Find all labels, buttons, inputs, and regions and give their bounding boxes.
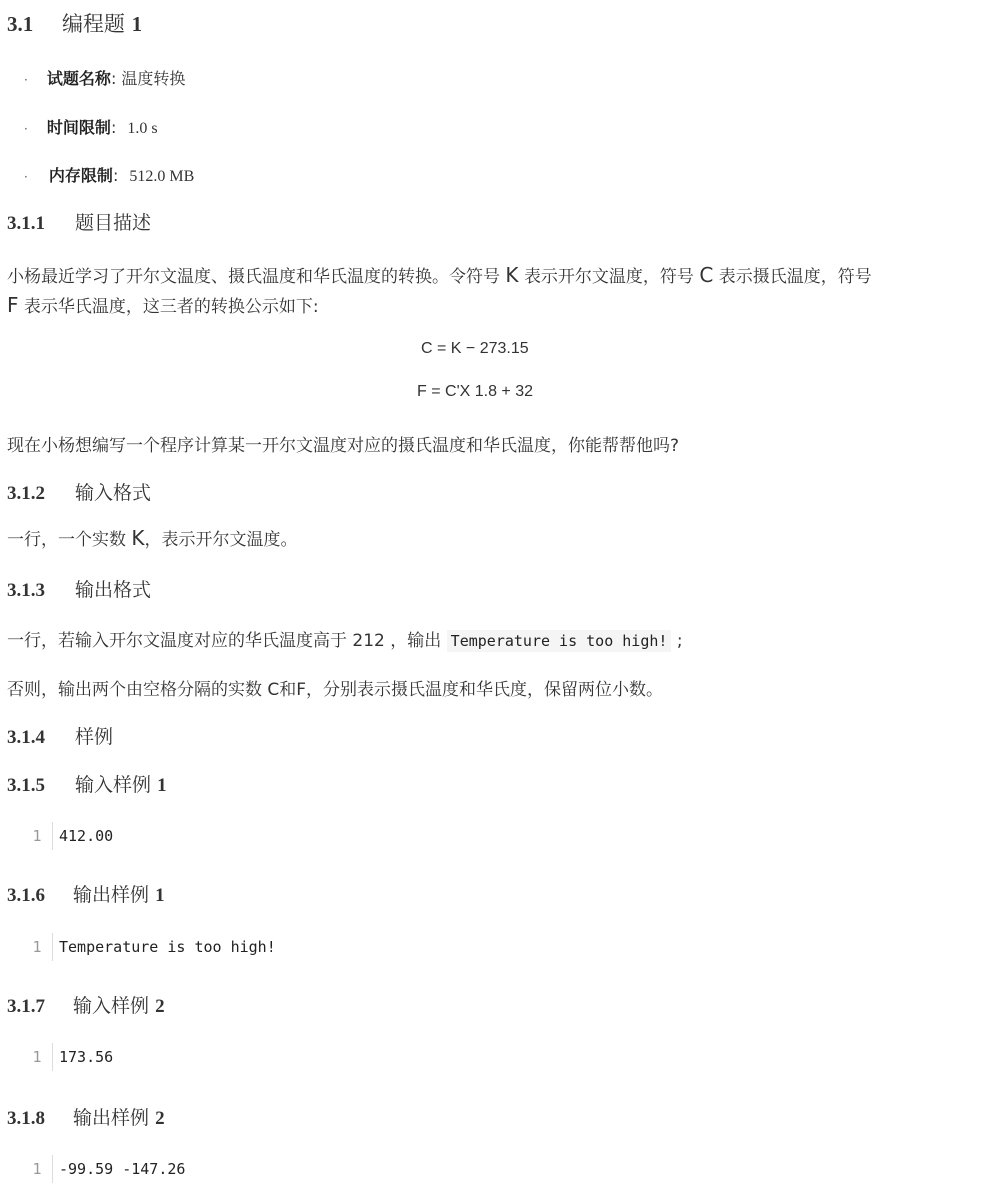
subsection-title: 输入样例 xyxy=(73,995,150,1017)
subsection-heading-description xyxy=(7,208,151,235)
formula-celsius: C = K − 273.15 xyxy=(421,340,529,357)
text: ，表示开尔文温度。 xyxy=(144,530,298,550)
math-symbol: C xyxy=(699,263,714,287)
subsection-heading-sample-input-1 xyxy=(7,770,167,797)
meta-label: 内存限制 xyxy=(48,166,113,185)
section-number: 3.1 xyxy=(7,12,34,36)
section-title: 编程题 xyxy=(61,12,125,36)
section-heading xyxy=(7,8,142,38)
subsection-number: 3.1.7 xyxy=(7,996,45,1017)
math-symbol: K xyxy=(505,263,519,287)
meta-item-memory xyxy=(24,163,194,186)
meta-label: 试题名称 xyxy=(46,69,111,88)
text: 小杨最近学习了开尔文温度、摄氏温度和华氏温度的转换。令符号 xyxy=(7,267,500,287)
bullet-icon: · xyxy=(24,170,28,184)
subsection-title-number: 1 xyxy=(155,885,165,906)
subsection-title: 输出样例 xyxy=(73,884,150,906)
description-line-3: 现在小杨想编写一个程序计算某一开尔文温度对应的摄氏温度和华氏温度，你能帮帮他吗? xyxy=(7,436,680,456)
meta-value: 1.0 s xyxy=(127,120,158,137)
code-line: 412.00 xyxy=(59,827,114,845)
section-title-number: 1 xyxy=(131,12,143,36)
math-symbol: F xyxy=(7,293,19,317)
text: 表示开尔文温度，符号 xyxy=(523,267,694,287)
text: 一行，一个实数 xyxy=(7,530,126,550)
text: ，输出 xyxy=(390,631,442,651)
code-block-sample-output-1 xyxy=(22,933,276,961)
description-line-2 xyxy=(7,292,319,317)
code-block-sample-input-1 xyxy=(22,822,113,850)
subsection-title: 题目描述 xyxy=(75,212,152,234)
subsection-number: 3.1.4 xyxy=(7,727,45,748)
subsection-title: 输入格式 xyxy=(75,482,152,504)
output-format-line-1 xyxy=(7,626,683,651)
meta-sep: : xyxy=(110,118,117,137)
meta-item-name xyxy=(24,66,185,89)
subsection-number: 3.1.8 xyxy=(7,1108,45,1129)
subsection-heading-sample-input-2 xyxy=(7,991,165,1018)
meta-sep: : xyxy=(110,69,117,88)
subsection-heading-input-format xyxy=(7,478,151,505)
subsection-title: 输入样例 xyxy=(75,774,152,796)
bullet-icon: · xyxy=(24,73,28,87)
line-number: 1 xyxy=(22,933,53,961)
description-line-1 xyxy=(7,262,872,287)
subsection-number: 3.1.2 xyxy=(7,483,45,504)
subsection-title-number: 1 xyxy=(157,775,167,796)
subsection-title: 输出样例 xyxy=(73,1107,150,1129)
subsection-number: 3.1.5 xyxy=(7,775,45,796)
subsection-title: 输出格式 xyxy=(75,579,152,601)
meta-label: 时间限制 xyxy=(46,118,111,137)
code-line: -99.59 -147.26 xyxy=(59,1160,186,1178)
math-number: 212 xyxy=(352,631,385,651)
subsection-number: 3.1.1 xyxy=(7,213,45,234)
output-format-line-2: 否则，输出两个由空格分隔的实数 C和F，分别表示摄氏温度和华氏度，保留两位小数。 xyxy=(7,680,664,700)
code-block-sample-input-2 xyxy=(22,1043,113,1071)
line-number: 1 xyxy=(22,1155,53,1183)
subsection-title-number: 2 xyxy=(155,1108,165,1129)
subsection-heading-sample-output-1 xyxy=(7,880,165,907)
input-format-text xyxy=(7,525,298,550)
code-line: 173.56 xyxy=(59,1048,114,1066)
code-block-sample-output-2 xyxy=(22,1155,185,1183)
meta-item-time xyxy=(24,115,158,138)
meta-sep: : xyxy=(112,166,119,185)
inline-code: Temperature is too high! xyxy=(447,630,672,652)
subsection-number: 3.1.6 xyxy=(7,885,45,906)
meta-value: 512.0 MB xyxy=(129,168,195,185)
meta-value: 温度转换 xyxy=(121,69,186,88)
math-symbol: K xyxy=(131,526,145,550)
subsection-heading-sample-output-2 xyxy=(7,1103,165,1130)
line-number: 1 xyxy=(22,1043,53,1071)
text: 表示摄氏温度，符号 xyxy=(718,267,872,287)
code-line: Temperature is too high! xyxy=(59,938,276,956)
subsection-title: 样例 xyxy=(75,726,114,748)
subsection-number: 3.1.3 xyxy=(7,580,45,601)
subsection-heading-samples xyxy=(7,722,113,749)
line-number: 1 xyxy=(22,822,53,850)
text: 表示华氏温度，这三者的转换公示如下: xyxy=(23,297,319,317)
formula-fahrenheit: F = C'X 1.8 + 32 xyxy=(417,383,534,400)
subsection-heading-output-format xyxy=(7,575,151,602)
text: ; xyxy=(676,631,683,651)
subsection-title-number: 2 xyxy=(155,996,165,1017)
bullet-icon: · xyxy=(24,122,28,136)
text: 一行，若输入开尔文温度对应的华氏温度高于 xyxy=(7,631,347,651)
